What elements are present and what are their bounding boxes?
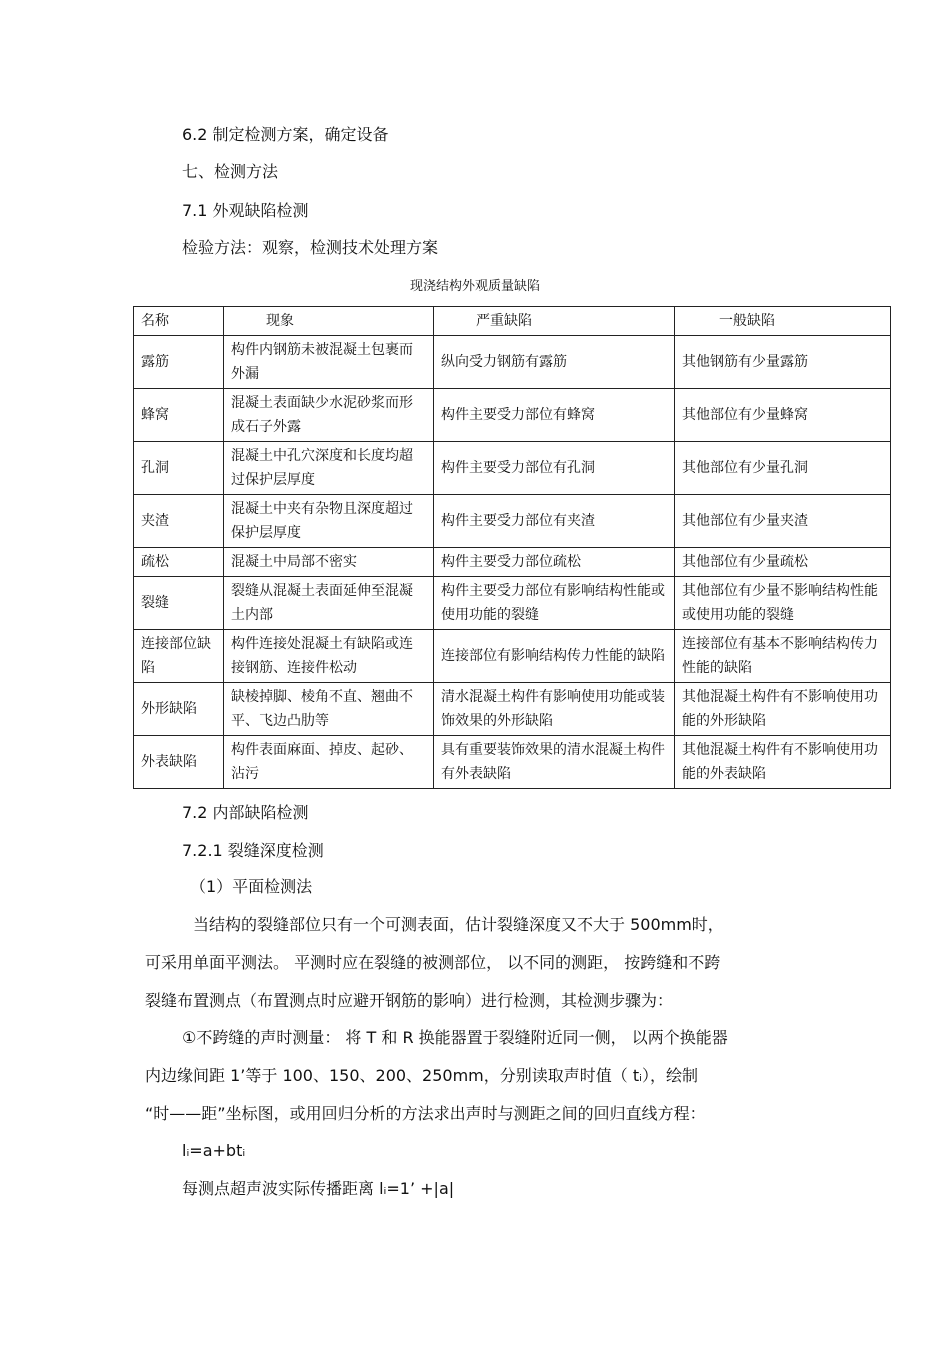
cell-name: 夹渣 <box>134 495 224 548</box>
header-phenomenon: 现象 <box>224 307 434 336</box>
cell-general: 其他部位有少量孔洞 <box>675 442 891 495</box>
cell-severe: 构件主要受力部位疏松 <box>434 548 675 577</box>
cell-general: 其他部位有少量不影响结构性能或使用功能的裂缝 <box>675 577 891 630</box>
cell-phenomenon: 构件内钢筋未被混凝土包裹而外漏 <box>224 336 434 389</box>
cell-general: 其他部位有少量蜂窝 <box>675 389 891 442</box>
cell-phenomenon: 混凝土表面缺少水泥砂浆而形成石子外露 <box>224 389 434 442</box>
cell-phenomenon: 构件表面麻面、掉皮、起砂、沾污 <box>224 736 434 789</box>
regression-formula: lᵢ=a+btᵢ <box>182 1141 246 1160</box>
inspection-method: 检验方法：观察，检测技术处理方案 <box>182 238 439 257</box>
cell-name: 外形缺陷 <box>134 683 224 736</box>
cell-severe: 清水混凝土构件有影响使用功能或装饰效果的外形缺陷 <box>434 683 675 736</box>
cell-general: 其他部位有少量疏松 <box>675 548 891 577</box>
cell-name: 连接部位缺陷 <box>134 630 224 683</box>
table-row <box>134 548 891 577</box>
cell-severe: 构件主要受力部位有蜂窝 <box>434 389 675 442</box>
paragraph-line: 可采用单面平测法。 平测时应在裂缝的被测部位， 以不同的测距， 按跨缝和不跨 <box>145 953 721 972</box>
heading-6-2: 6.2 制定检测方案，确定设备 <box>182 125 389 144</box>
paragraph-line: 裂缝布置测点（布置测点时应避开钢筋的影响）进行检测，其检测步骤为： <box>145 991 674 1010</box>
cell-name: 疏松 <box>134 548 224 577</box>
cell-name: 蜂窝 <box>134 389 224 442</box>
cell-severe: 构件主要受力部位有影响结构性能或使用功能的裂缝 <box>434 577 675 630</box>
cell-general: 其他部位有少量夹渣 <box>675 495 891 548</box>
table-row <box>134 683 891 736</box>
cell-severe: 构件主要受力部位有孔洞 <box>434 442 675 495</box>
cell-phenomenon: 缺棱掉脚、棱角不直、翘曲不平、飞边凸肋等 <box>224 683 434 736</box>
cell-general: 其他混凝土构件有不影响使用功能的外表缺陷 <box>675 736 891 789</box>
table-row <box>134 630 891 683</box>
table-row <box>134 736 891 789</box>
heading-7-2-1: 7.2.1 裂缝深度检测 <box>182 841 324 860</box>
cell-severe: 具有重要装饰效果的清水混凝土构件有外表缺陷 <box>434 736 675 789</box>
cell-phenomenon: 混凝土中孔穴深度和长度均超过保护层厚度 <box>224 442 434 495</box>
header-name: 名称 <box>134 307 224 336</box>
cell-phenomenon: 混凝土中局部不密实 <box>224 548 434 577</box>
paragraph-line: 内边缘间距 1’等于 100、150、200、250mm，分别读取声时值（ tᵢ），绘制 <box>145 1066 698 1085</box>
subheading-plane-method: （1）平面检测法 <box>190 877 313 896</box>
paragraph-line: ①不跨缝的声时测量： 将 T 和 R 换能器置于裂缝附近同一侧， 以两个换能器 <box>182 1028 728 1047</box>
cell-general: 其他混凝土构件有不影响使用功能的外形缺陷 <box>675 683 891 736</box>
table-row <box>134 389 891 442</box>
distance-formula: 每测点超声波实际传播距离 lᵢ=1’ +|a| <box>182 1179 455 1198</box>
table-caption: 现浇结构外观质量缺陷 <box>409 279 540 294</box>
paragraph-line: 当结构的裂缝部位只有一个可测表面，估计裂缝深度又不大于 500mm时， <box>193 915 724 934</box>
paragraph-line: “时——距”坐标图，或用回归分析的方法求出声时与测距之间的回归直线方程： <box>145 1104 706 1123</box>
table-row <box>134 442 891 495</box>
cell-severe: 连接部位有影响结构传力性能的缺陷 <box>434 630 675 683</box>
table-row <box>134 336 891 389</box>
defects-table <box>133 306 891 789</box>
cell-phenomenon: 构件连接处混凝土有缺陷或连接钢筋、连接件松动 <box>224 630 434 683</box>
cell-name: 孔洞 <box>134 442 224 495</box>
cell-severe: 纵向受力钢筋有露筋 <box>434 336 675 389</box>
cell-severe: 构件主要受力部位有夹渣 <box>434 495 675 548</box>
cell-name: 裂缝 <box>134 577 224 630</box>
heading-7-1: 7.1 外观缺陷检测 <box>182 201 309 220</box>
cell-phenomenon: 裂缝从混凝土表面延伸至混凝土内部 <box>224 577 434 630</box>
table-row <box>134 495 891 548</box>
header-general: 一般缺陷 <box>675 307 891 336</box>
table-header-row <box>134 307 891 336</box>
heading-7: 七、检测方法 <box>182 162 279 181</box>
cell-phenomenon: 混凝土中夹有杂物且深度超过保护层厚度 <box>224 495 434 548</box>
cell-name: 露筋 <box>134 336 224 389</box>
cell-general: 连接部位有基本不影响结构传力性能的缺陷 <box>675 630 891 683</box>
heading-7-2: 7.2 内部缺陷检测 <box>182 803 309 822</box>
cell-general: 其他钢筋有少量露筋 <box>675 336 891 389</box>
header-severe: 严重缺陷 <box>434 307 675 336</box>
table-row <box>134 577 891 630</box>
cell-name: 外表缺陷 <box>134 736 224 789</box>
